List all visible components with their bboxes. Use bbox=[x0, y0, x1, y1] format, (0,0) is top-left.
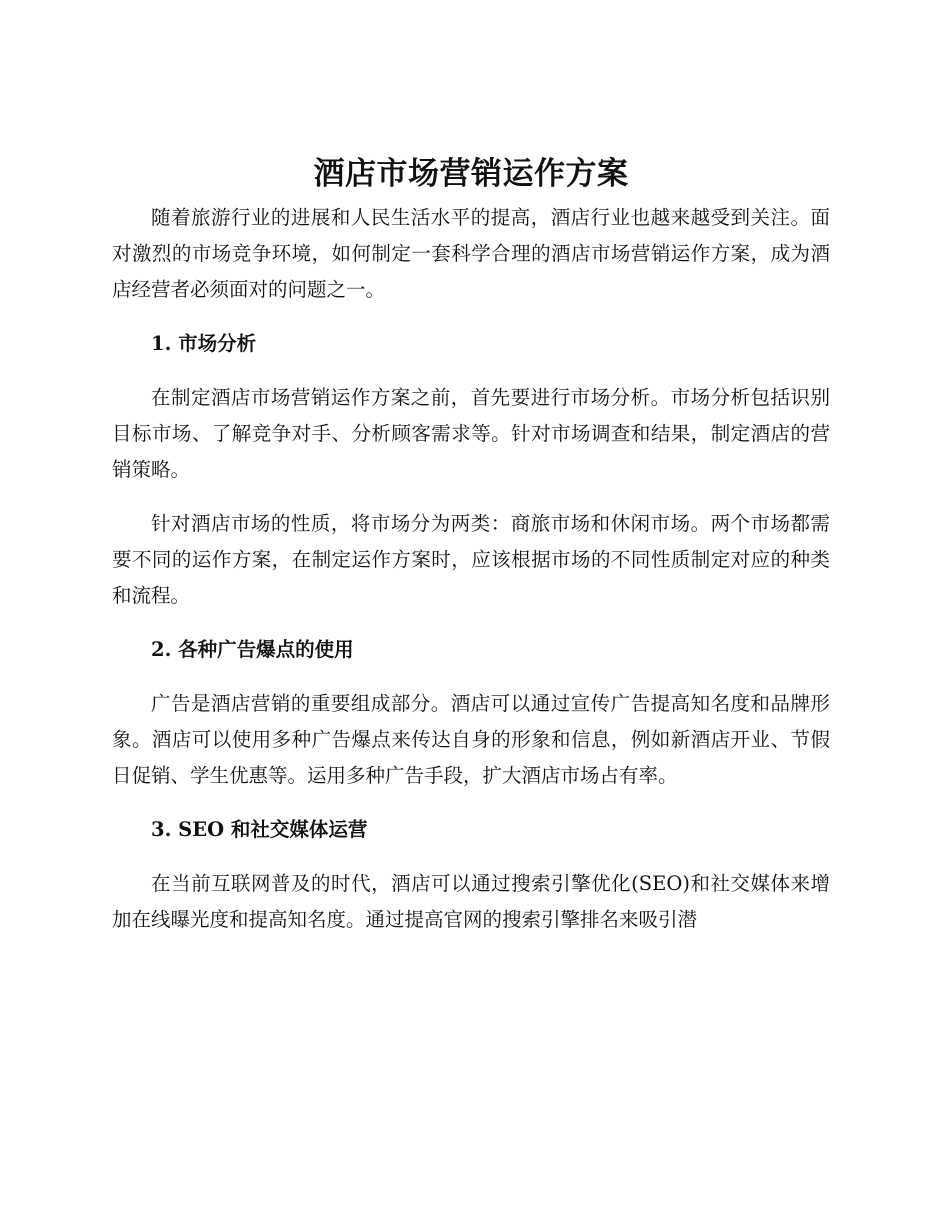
section-heading-advertising: 2. 各种广告爆点的使用 bbox=[151, 638, 354, 661]
document-page bbox=[112, 148, 830, 938]
section-heading-market-analysis: 1. 市场分析 bbox=[151, 332, 257, 355]
intro-paragraph: 随着旅游行业的进展和人民生活水平的提高，酒店行业也越来越受到关注。面对激烈的市场竞争环境，如何制定一套科学合理的酒店市场营销运作方案，成为酒店经营者必须面对的问题之一。 bbox=[112, 206, 830, 301]
section-1-paragraph-2: 针对酒店市场的性质，将市场分为两类：商旅市场和休闲市场。两个市场都需要不同的运作方案，在制定运作方案时，应该根据市场的不同性质制定对应的种类和流程。 bbox=[112, 512, 830, 607]
section-3-paragraph-1: 在当前互联网普及的时代，酒店可以通过搜索引擎优化(SEO)和社交媒体来增加在线曝光度和提高知名度。通过提高官网的搜索引擎排名来吸引潜 bbox=[112, 872, 830, 931]
section-2-paragraph-1: 广告是酒店营销的重要组成部分。酒店可以通过宣传广告提高知名度和品牌形象。酒店可以使用多种广告爆点来传达自身的形象和信息，例如新酒店开业、节假日促销、学生优惠等。运用多种广告手段，扩大酒店市场占有率。 bbox=[112, 692, 830, 787]
section-1-paragraph-1: 在制定酒店市场营销运作方案之前，首先要进行市场分析。市场分析包括识别目标市场、了解竞争对手、分析顾客需求等。针对市场调查和结果，制定酒店的营销策略。 bbox=[112, 386, 830, 481]
section-heading-seo-social: 3. SEO 和社交媒体运营 bbox=[151, 818, 368, 841]
document-title: 酒店市场营销运作方案 bbox=[313, 156, 629, 192]
